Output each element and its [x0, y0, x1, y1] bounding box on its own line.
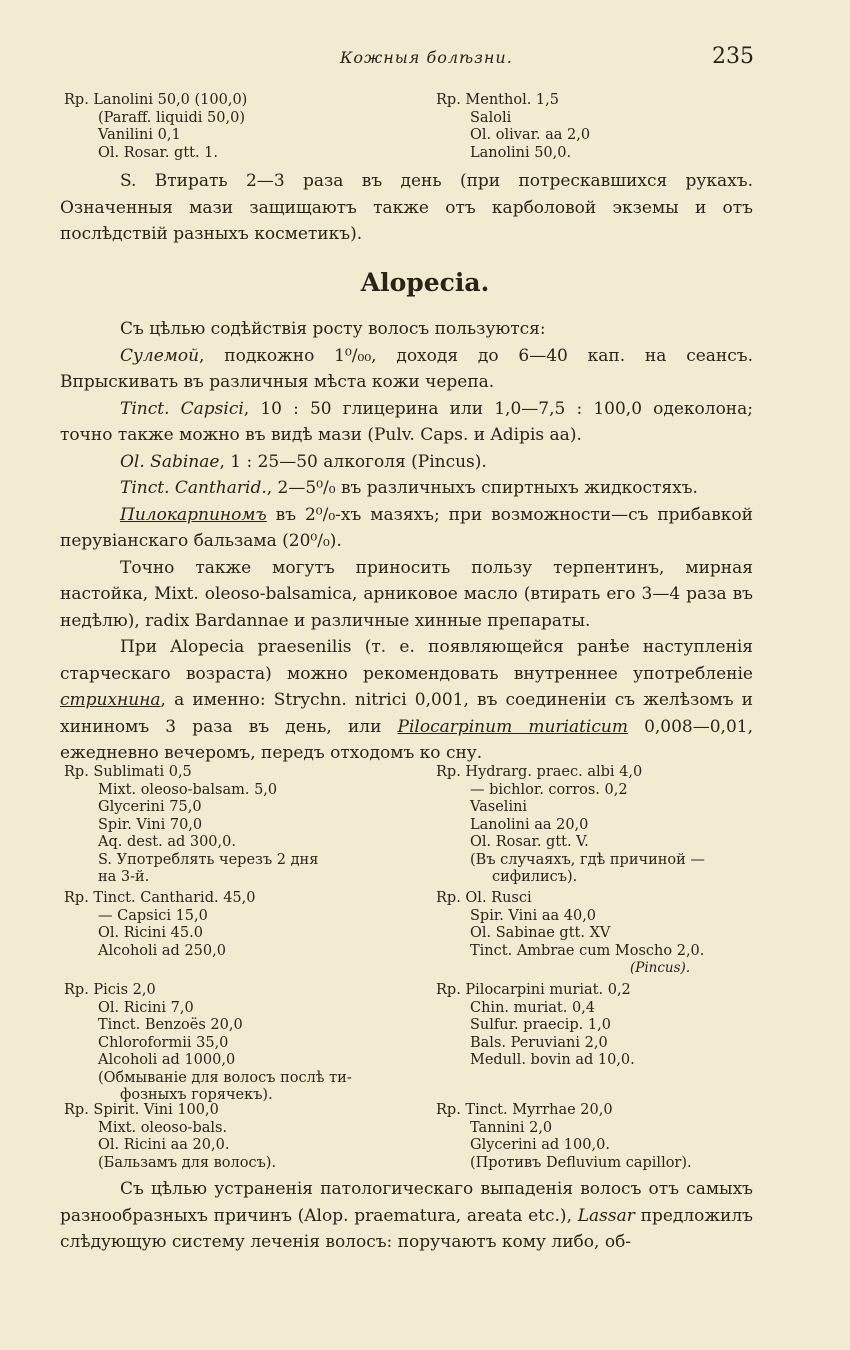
rx-line: Lanolini 50,0.: [470, 144, 572, 161]
prescription-picis: [64, 982, 352, 1105]
treatment-text: въ 2⁰/₀-хъ мазяхъ; при возможности—съ прибавкой перувіанскаго бальзама (20⁰/₀).: [60, 504, 753, 551]
prescription-lanolin: [64, 92, 247, 162]
final-text-a: Съ цѣлью устраненія патологическаго выпаденія волосъ отъ самыхъ разнообразныхъ причинъ (Alop. praematura, areata etc.),: [60, 1179, 753, 1226]
rx-line: Chloroformii 35,0: [98, 1034, 229, 1051]
treatment-text: , 10 : 50 глицерина или 1,0—7,5 : 100,0 одеколона; точно также можно въ видѣ мази (Pulv. Caps. и Adipis aa).: [60, 398, 754, 445]
rx-line: (Обмываніе для волосъ послѣ ти-: [98, 1069, 352, 1086]
rx-line: Rp. Menthol. 1,5: [436, 92, 559, 108]
praesenilis-text-c: 0,008—0,01, ежедневно вечеромъ, передъ отходомъ ко сну.: [60, 716, 753, 763]
rx-line: Vanilini 0,1: [98, 127, 181, 143]
pilocarpine-term: Pilocarpinum muriaticum: [397, 716, 628, 737]
treatment-name: Пилокарпиномъ: [120, 504, 267, 525]
prescription-sublimate: [64, 764, 318, 887]
rx-line: Rp. Ol. Rusci: [436, 890, 532, 906]
rx-line: — Capsici 15,0: [98, 907, 208, 924]
treatment-text: , 1 : 25—50 алкоголя (Pincus).: [219, 451, 487, 472]
treatment-name: Tinct. Cantharid.: [120, 478, 267, 498]
prescription-myrrhae: [436, 1102, 692, 1172]
rx-line: [436, 960, 704, 978]
rx-line: фозныхъ горячекъ).: [120, 1087, 273, 1103]
rx-line: Tinct. Benzoës 20,0: [98, 1017, 243, 1033]
treatment-name: Сулемой: [120, 345, 200, 366]
rx-line: на 3-й.: [98, 869, 150, 885]
rx-line: (Въ случаяхъ, гдѣ причиной —: [470, 851, 705, 868]
intro-text: Съ цѣлью содѣйствія росту волосъ пользуются:: [120, 319, 546, 339]
treatment-item: [60, 396, 753, 449]
rx-line: Ol. olivar. aa 2,0: [470, 127, 591, 143]
rx-source: (Pincus).: [630, 960, 691, 976]
usage-text: S. Втирать 2—3 раза въ день (при потрескавшихся рукахъ. Означенныя мази защищаютъ также отъ карболовой экземы и отъ послѣдствій разныхъ косметикъ).: [60, 171, 753, 244]
page-number: 235: [712, 44, 754, 69]
praesenilis-paragraph: [60, 634, 753, 767]
rx-line: сифилисъ).: [492, 869, 578, 885]
prescription-pilocarpine: [436, 982, 635, 1070]
rx-line: Vaselini: [470, 799, 528, 815]
rx-line: Tannini 2,0: [470, 1119, 553, 1136]
section-heading: Alopecia.: [360, 268, 490, 297]
rx-line: Rp. Hydrarg. praec. albi 4,0: [436, 764, 643, 780]
treatment-item: [60, 343, 753, 396]
rx-line: (Противъ Defluvium capillor).: [470, 1154, 692, 1171]
rx-line: Tinct. Ambrae cum Moscho 2,0.: [470, 942, 705, 959]
prescription-spirit: [64, 1102, 276, 1172]
running-header: [0, 44, 850, 74]
praesenilis-text-b: , а именно: Strychn. nitrici 0,001, въ соединеніи съ желѣзомъ и хининомъ 3 раза въ день, или: [60, 690, 753, 737]
treatment-name: Tinct. Capsici: [120, 398, 244, 419]
rx-line: Sulfur. praecip. 1,0: [470, 1017, 611, 1033]
strychnine-term: стрихнина: [60, 690, 161, 710]
rx-line: (Бальзамъ для волосъ).: [98, 1154, 277, 1171]
rx-line: Ol. Rosar. gtt. V.: [470, 834, 589, 850]
final-text-b: предложилъ слѣдующую систему леченія волосъ: поручаютъ кому либо, об-: [60, 1205, 753, 1252]
treatment-text: , 2—5⁰/₀ въ различныхъ спиртныхъ жидкостяхъ.: [266, 478, 698, 498]
rx-line: Ol. Rosar. gtt. 1.: [98, 144, 219, 161]
final-paragraph: [60, 1176, 753, 1256]
rx-line: Ol. Ricini 45.0: [98, 925, 203, 941]
treatment-text: , подкожно 1⁰/₀₀, доходя до 6—40 кап. на сеансъ. Впрыскивать въ различныя мѣста кожи черепа.: [60, 345, 753, 392]
treatment-item: [60, 475, 753, 502]
rx-line: Mixt. oleoso-balsam. 5,0: [98, 781, 278, 798]
rx-line: Glycerini ad 100,0.: [470, 1137, 610, 1153]
rx-line: Alcoholi ad 250,0: [98, 942, 226, 959]
rx-line: Alcoholi ad 1000,0: [98, 1052, 236, 1068]
rx-line: Chin. muriat. 0,4: [470, 999, 596, 1016]
rx-line: Rp. Sublimati 0,5: [64, 764, 192, 780]
rx-line: Rp. Tinct. Cantharid. 45,0: [64, 890, 256, 906]
prescription-rusci: [436, 890, 704, 978]
author-lassar: Lassar: [577, 1205, 635, 1226]
treatment-item: [60, 502, 753, 555]
rx-line: Rp. Tinct. Myrrhae 20,0: [436, 1102, 613, 1118]
prescription-hydrarg: [436, 764, 705, 887]
prescription-cantharid: [64, 890, 255, 960]
rx-line: Ol. Ricini aa 20,0.: [98, 1137, 230, 1153]
alopecia-treatments: [60, 316, 753, 767]
treatment-item: [60, 449, 753, 476]
rx-line: Spir. Vini 70,0: [98, 816, 203, 833]
treatment-name: Ol. Sabinae: [120, 451, 220, 472]
rx-line: Rp. Pilocarpini muriat. 0,2: [436, 982, 631, 998]
rx-line: Ol. Sabinae gtt. XV: [470, 925, 611, 941]
prescription-menthol: [436, 92, 590, 162]
rx-line: Ol. Ricini 7,0: [98, 999, 194, 1016]
rx-line: S. Употреблять черезъ 2 дня: [98, 851, 319, 868]
rx-line: Mixt. oleoso-bals.: [98, 1119, 228, 1136]
rx-line: — bichlor. corros. 0,2: [470, 781, 628, 798]
rx-line: Aq. dest. ad 300,0.: [98, 834, 236, 850]
rx-line: Lanolini aa 20,0: [470, 816, 589, 833]
rx-line: Medull. bovin ad 10,0.: [470, 1052, 635, 1068]
rx-line: (Paraff. liquidi 50,0): [98, 109, 245, 126]
rx-line: Saloli: [470, 109, 512, 126]
praesenilis-text-a: При Alopecia praesenilis (т. е. появляющейся ранѣе наступленія старческаго возраста) можно рекомендовать внутреннее употребленіе: [60, 637, 753, 684]
rx-line: Glycerini 75,0: [98, 799, 202, 815]
header-title: Кожныя болѣзни.: [340, 48, 513, 67]
rx-line: Rp. Spirit. Vini 100,0: [64, 1102, 219, 1118]
rx-line: Rp. Lanolini 50,0 (100,0): [64, 92, 248, 108]
terpentine-paragraph: Точно также могутъ приносить пользу терпентинъ, мирная настойка, Mixt. oleoso-balsamica, арниковое масло (втирать его 3—4 раза въ недѣлю), radix Bardannae и различные хинные препараты.: [60, 557, 753, 631]
final-text: [60, 1176, 753, 1256]
rx-line: Bals. Peruviani 2,0: [470, 1034, 608, 1051]
rx-line: Spir. Vini aa 40,0: [470, 907, 597, 924]
rx-line: Rp. Picis 2,0: [64, 982, 156, 998]
usage-paragraph: [60, 168, 753, 248]
